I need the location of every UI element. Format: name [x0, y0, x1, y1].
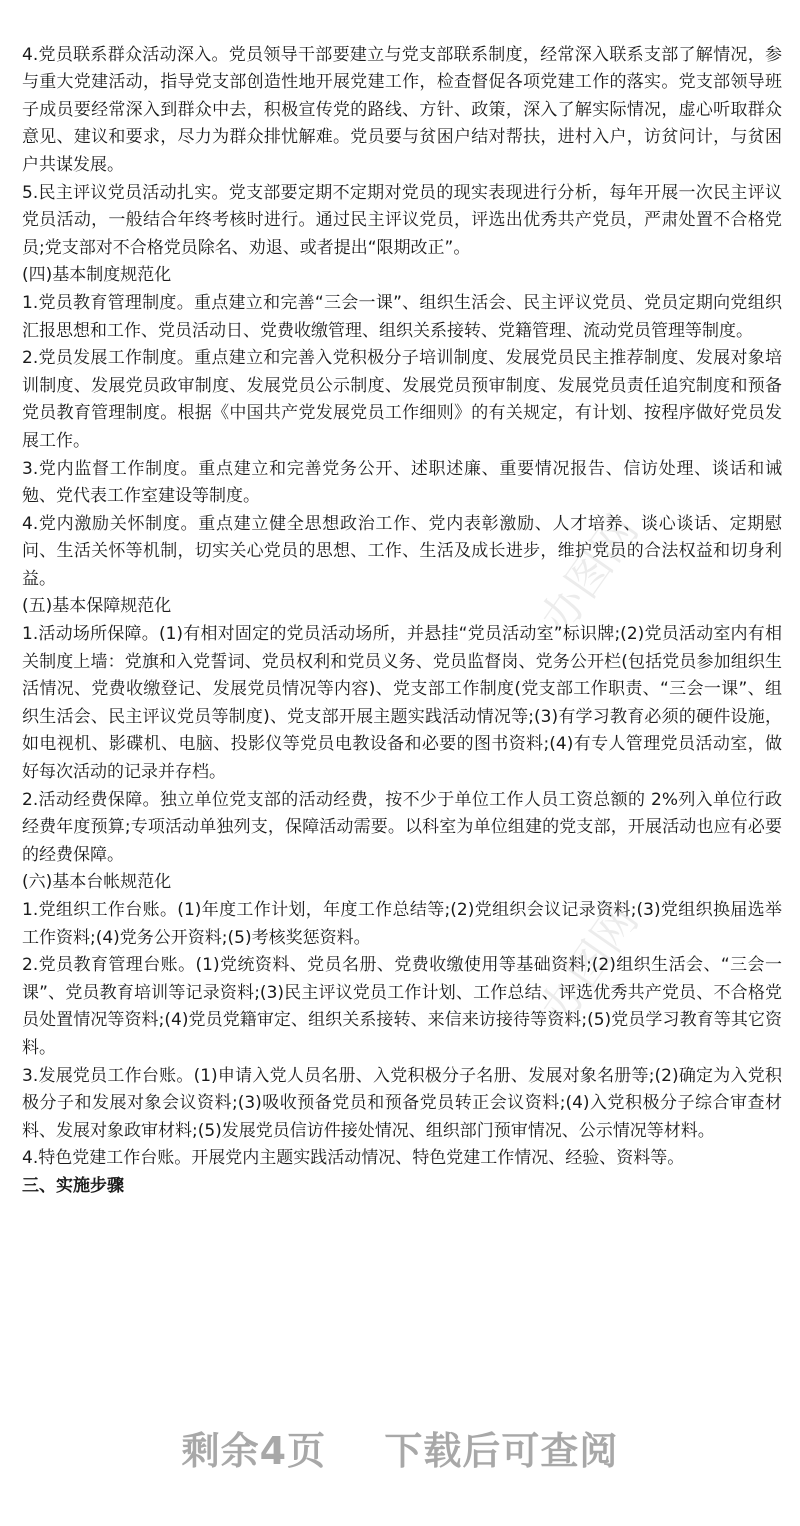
section-heading: 三、实施步骤 [22, 1175, 124, 1196]
subsection-heading: (四)基本制度规范化 [22, 265, 172, 286]
paragraph: 5.民主评议党员活动扎实。党支部要定期不定期对党员的现实表现进行分析，每年开展一次民主评议党员活动，一般结合年终考核时进行。通过民主评议党员，评选出优秀共产党员，严肃处置不合格党员;党支部对不合格党员除名、劝退、或者提出“限期改正”。 [22, 182, 782, 258]
watermark: 办图网 [530, 895, 649, 1034]
subsection-heading: (六)基本台帐规范化 [22, 872, 172, 893]
remaining-pages-label: 剩余4页 [181, 1429, 327, 1473]
paragraph: 1.党组织工作台账。(1)年度工作计划，年度工作总结等;(2)党组织会议记录资料;(3)党组织换届选举工作资料;(4)党务公开资料;(5)考核奖惩资料。 [22, 900, 782, 948]
paragraph: 2.党员发展工作制度。重点建立和完善入党积极分子培训制度、发展党员民主推荐制度、发展对象培训制度、发展党员政审制度、发展党员公示制度、发展党员预审制度、发展党员责任追究制度和预备党员教育管理制度。根据《中国共产党发展党员工作细则》的有关规定，有计划、按程序做好党员发展工作。 [22, 348, 782, 451]
paragraph: 3.发展党员工作台账。(1)申请入党人员名册、入党积极分子名册、发展对象名册等;(2)确定为入党积极分子和发展对象会议资料;(3)吸收预备党员和预备党员转正会议资料;(4)入党积极分子综合审查材料、发展对象政审材料;(5)发展党员信访件接处情况、组织部门预审情况、公示情况等材料。 [22, 1065, 782, 1141]
intro-tail [22, 0, 782, 4]
paragraph: 2.活动经费保障。独立单位党支部的活动经费，按不少于单位工作人员工资总额的 2%列入单位行政经费年度预算;专项活动单独列支，保障活动需要。以科室为单位组建的党支部，开展活动也应有必要的经费保障。 [22, 789, 782, 865]
paragraph: 3.党内监督工作制度。重点建立和完善党务公开、述职述廉、重要情况报告、信访处理、谈话和诫勉、党代表工作室建设等制度。 [22, 458, 782, 507]
paragraph: 4.党内激励关怀制度。重点建立健全思想政治工作、党内表彰激励、人才培养、谈心谈话、定期慰问、生活关怀等机制，切实关心党员的思想、工作、生活及成长进步，维护党员的合法权益和切身利益。 [22, 513, 782, 589]
paragraph: 4.特色党建工作台账。开展党内主题实践活动情况、特色党建工作情况、经验、资料等。 [22, 1148, 685, 1169]
download-prompt[interactable] [0, 1420, 800, 1475]
subsection-heading: (五)基本保障规范化 [22, 596, 172, 617]
paragraph: 1.活动场所保障。(1)有相对固定的党员活动场所，并悬挂“党员活动室”标识牌;(2)党员活动室内有相关制度上墙：党旗和入党誓词、党员权利和党员义务、党员监督岗、党务公开栏(包括党员参加组织生活情况、党费收缴登记、发展党员情况等内容)、党支部工作制度(党支部工作职责、“三会一课”、组织生活会、民主评议党员等制度)、党支部开展主题实践活动情况等;(3)有学习教育必须的硬件设施，如电视机、影碟机、电脑、投影仪等党员电教设备和必要的图书资料;(4)有专人管理党员活动室，做好每次活动的记录并存档。 [22, 624, 782, 783]
paragraph: 1.党员教育管理制度。重点建立和完善“三会一课”、组织生活会、民主评议党员、党员定期向党组织汇报思想和工作、党员活动日、党费收缴管理、组织关系接转、党籍管理、流动党员管理等制度。 [22, 292, 782, 341]
download-to-view-label: 下载后可查阅 [384, 1429, 619, 1473]
paragraph: 2.党员教育管理台账。(1)党统资料、党员名册、党费收缴使用等基础资料;(2)组织生活会、“三会一课”、党员教育培训等记录资料;(3)民主评议党员工作计划、工作总结、评选优秀共产党员、不合格党员处置情况等资料;(4)党员党籍审定、组织关系接转、来信来访接待等资料;(5)党员学习教育等其它资料。 [22, 955, 782, 1058]
document-body [22, 0, 782, 1201]
paragraph: 4.党员联系群众活动深入。党员领导干部要建立与党支部联系制度，经常深入联系支部了解情况，参与重大党建活动，指导党支部创造性地开展党建工作，检查督促各项党建工作的落实。党支部领导班子成员要经常深入到群众中去，积极宣传党的路线、方针、政策，深入了解实际情况，虚心听取群众意见、建议和要求，尽力为群众排忧解难。党员要与贫困户结对帮扶，进村入户，访贫问计，与贫困户共谋发展。 [22, 44, 782, 175]
watermark: 办图网 [530, 505, 649, 644]
